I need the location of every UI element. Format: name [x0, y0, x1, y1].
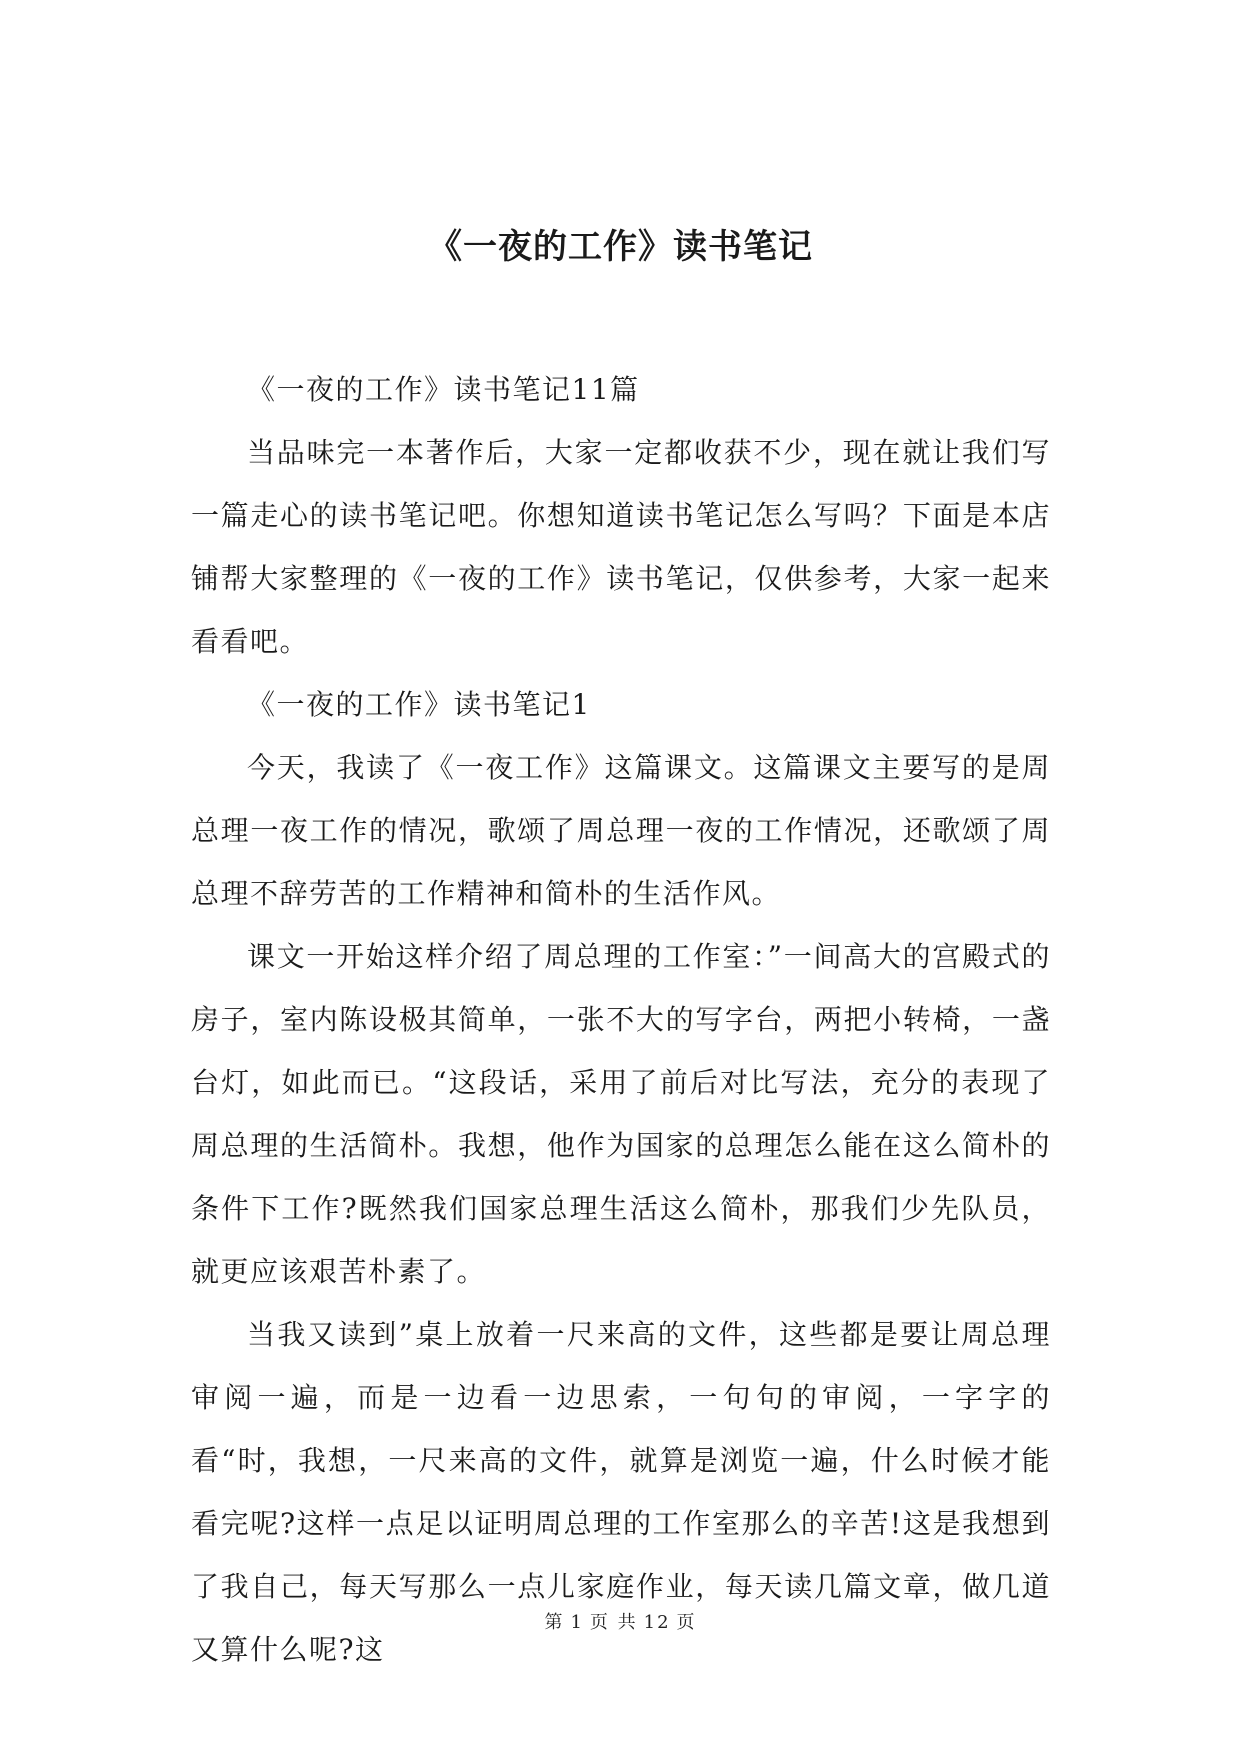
- paragraph-subtitle: 《一夜的工作》读书笔记11篇: [247, 373, 640, 406]
- total-page-count: 12: [643, 1612, 671, 1633]
- paragraph-body: 今天，我读了《一夜工作》这篇课文。这篇课文主要写的是周总理一夜工作的情况，歌颂了周总理一夜的工作情况，还歌颂了周总理不辞劳苦的工作精神和简朴的生活作风。: [191, 751, 1051, 910]
- paragraph-body: 课文一开始这样介绍了周总理的工作室：”一间高大的宫殿式的房子，室内陈设极其简单，一张不大的写字台，两把小转椅，一盏台灯，如此而已。“这段话，采用了前后对比写法，充分的表现了周总理的生活简朴。我想，他作为国家的总理怎么能在这么简朴的条件下工作?既然我们国家总理生活这么简朴，那我们少先队员，就更应该艰苦朴素了。: [191, 940, 1051, 1288]
- paragraph-intro: 当品味完一本著作后，大家一定都收获不少，现在就让我们写一篇走心的读书笔记吧。你想知道读书笔记怎么写吗？下面是本店铺帮大家整理的《一夜的工作》读书笔记，仅供参考，大家一起来看看吧。: [191, 436, 1051, 658]
- document-body: [191, 358, 1051, 1681]
- current-page-number: 1: [570, 1612, 584, 1633]
- document-title: 《一夜的工作》读书笔记: [428, 227, 813, 267]
- page-footer: [0, 1611, 1241, 1635]
- paragraph-body: 当我又读到”桌上放着一尺来高的文件，这些都是要让周总理审阅一遍，而是一边看一边思索，一句句的审阅，一字字的看“时，我想，一尺来高的文件，就算是浏览一遍，什么时候才能看完呢?这样一点足以证明周总理的工作室那么的辛苦!这是我想到了我自己，每天写那么一点儿家庭作业，每天读几篇文章，做几道又算什么呢?这: [191, 1318, 1051, 1666]
- footer-prefix: 第: [544, 1612, 565, 1633]
- footer-suffix: 页: [676, 1612, 697, 1633]
- paragraph-section-heading: 《一夜的工作》读书笔记1: [247, 688, 591, 721]
- footer-middle: 页 共: [589, 1612, 638, 1633]
